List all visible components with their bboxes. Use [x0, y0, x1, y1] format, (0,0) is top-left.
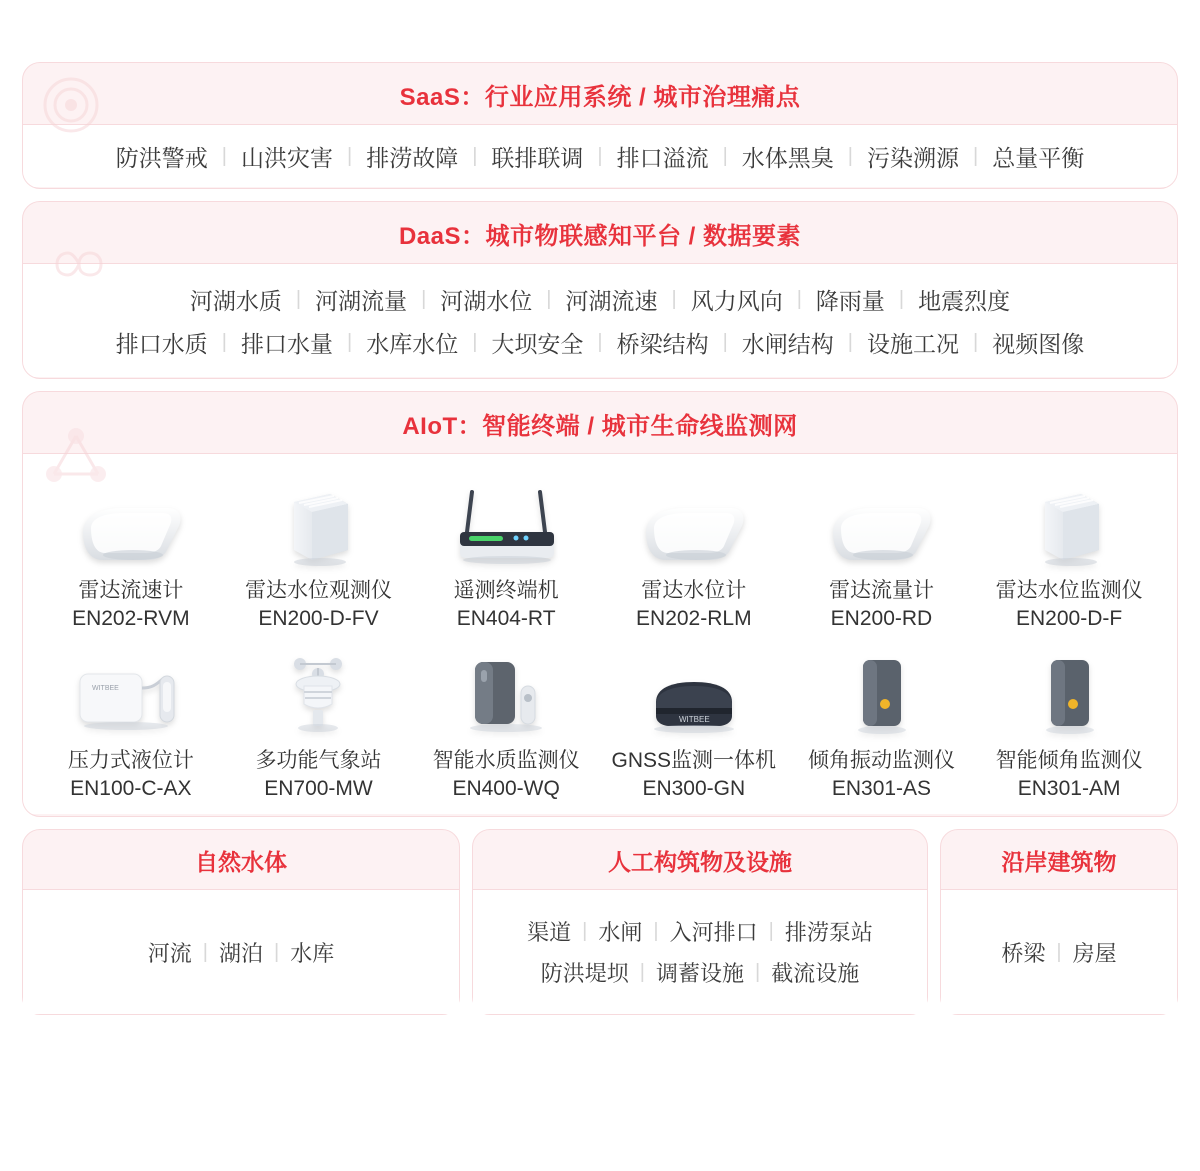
- panel-title-main-aiot: 智能终端 / 城市生命线监测网: [482, 413, 798, 440]
- svg-text:WITBEE: WITBEE: [678, 715, 710, 725]
- device-name: 压力式液位计: [67, 749, 194, 773]
- telemetry-terminal-icon: [436, 482, 576, 568]
- weather-station-icon: [273, 652, 363, 738]
- tag-separator: |: [221, 144, 227, 167]
- radar-level-meter-icon: [634, 482, 754, 568]
- tag-row-daas-1: [23, 283, 1177, 316]
- category-box-natural-water: [22, 829, 460, 1015]
- layer-panel-daas: [22, 201, 1178, 379]
- tag-item: 水库: [290, 940, 335, 966]
- device-card-water-quality-monitor[interactable]: [418, 632, 594, 802]
- tag-separator: |: [546, 287, 552, 310]
- device-model: EN404-RT: [456, 606, 556, 630]
- tag-item: 入河排口: [669, 920, 758, 945]
- device-model: EN301-AS: [831, 776, 932, 800]
- category-box-coastal-buildings: [940, 829, 1178, 1015]
- device-model: EN700-MW: [264, 776, 373, 800]
- tag-separator: |: [346, 144, 353, 167]
- device-name: 雷达流速计: [78, 579, 184, 603]
- panel-title-prefix-saas: SaaS：: [399, 84, 485, 111]
- tag-item: 联排联调: [491, 144, 584, 171]
- tag-item: 排口水量: [240, 330, 333, 357]
- tag-separator: |: [653, 920, 659, 942]
- tag-separator: |: [722, 330, 728, 353]
- tag-item: 排口水质: [115, 330, 208, 357]
- category-box-artificial-structures: [472, 829, 928, 1015]
- device-model: EN200-D-FV: [258, 606, 379, 630]
- tag-item: 调蓄设施: [655, 961, 744, 986]
- category-body-natural: [23, 889, 459, 1014]
- device-row-2: [23, 632, 1177, 802]
- category-body-coastal: [941, 889, 1177, 1014]
- category-title-artificial: 人工构筑物及设施: [608, 849, 792, 875]
- tag-item: 排涝泵站: [784, 920, 873, 945]
- object-category-row: [22, 829, 1178, 1015]
- tag-separator: |: [722, 144, 728, 167]
- tag-item: 湖泊: [218, 940, 263, 966]
- device-name: 智能水质监测仪: [432, 749, 580, 773]
- device-model: EN200-RD: [830, 606, 933, 630]
- category-title-natural: 自然水体: [195, 849, 287, 875]
- panel-title-aiot: [23, 392, 1177, 453]
- tag-separator: |: [597, 144, 603, 167]
- panel-body-daas: [23, 263, 1177, 377]
- tag-item: 降雨量: [815, 287, 885, 314]
- device-model: EN200-D-F: [1016, 606, 1123, 630]
- tag-item: 河湖流速: [565, 287, 658, 314]
- device-name: 雷达水位观测仪: [244, 579, 392, 603]
- device-name: 多功能气象站: [255, 749, 382, 773]
- tag-row-saas: [102, 140, 1098, 173]
- device-card-radar-flow-meter[interactable]: [793, 462, 969, 632]
- device-name: 雷达水位计: [641, 579, 747, 603]
- device-card-gnss-monitor[interactable]: [606, 632, 782, 802]
- device-name: 雷达水位监测仪: [995, 579, 1143, 603]
- device-name: 倾角振动监测仪: [807, 749, 955, 773]
- layer-panel-saas: [22, 62, 1178, 189]
- device-name: 雷达流量计: [828, 579, 934, 603]
- device-model: EN100-C-AX: [70, 776, 192, 800]
- tag-separator: |: [1056, 940, 1062, 963]
- device-name: GNSS监测一体机: [611, 749, 777, 773]
- category-title-coastal: 沿岸建筑物: [1001, 849, 1117, 875]
- tag-separator: |: [202, 940, 208, 963]
- device-card-smart-tilt-monitor[interactable]: [981, 632, 1157, 802]
- tag-item: 总量平衡: [992, 144, 1085, 171]
- tag-separator: |: [295, 287, 302, 310]
- gnss-monitor-icon: [634, 652, 754, 738]
- device-card-radar-level-monitor[interactable]: [981, 462, 1157, 632]
- tag-item: 水库水位: [366, 330, 459, 357]
- tag-item: 河湖水位: [440, 287, 533, 314]
- device-card-radar-level-meter[interactable]: [606, 462, 782, 632]
- device-name: 遥测终端机: [453, 579, 559, 603]
- panel-title-prefix-aiot: AIoT：: [402, 413, 483, 440]
- device-name: 智能倾角监测仪: [995, 749, 1143, 773]
- tag-separator: |: [274, 940, 280, 963]
- device-model: EN300-GN: [642, 776, 746, 800]
- tag-separator: |: [847, 330, 853, 353]
- tag-item: 水体黑臭: [741, 144, 834, 171]
- tag-item: 桥梁结构: [616, 330, 709, 357]
- tag-item: 渠道: [527, 920, 572, 945]
- tag-separator: |: [847, 144, 853, 167]
- tag-item: 大坝安全: [491, 330, 584, 357]
- tag-separator: |: [472, 144, 478, 167]
- tag-row-coastal-1: [990, 937, 1127, 968]
- tag-separator: |: [898, 287, 905, 310]
- tag-separator: |: [973, 144, 979, 167]
- smart-tilt-monitor-icon: [1029, 652, 1109, 738]
- tag-separator: |: [768, 920, 774, 942]
- tag-item: 视频图像: [992, 330, 1085, 357]
- panel-title-daas: [23, 202, 1177, 263]
- device-model: EN400-WQ: [452, 776, 560, 800]
- tag-item: 排口溢流: [616, 144, 709, 171]
- layer-panel-aiot: [22, 391, 1178, 817]
- pressure-level-gauge-icon: [66, 652, 196, 738]
- tag-row-artificial-2: [530, 957, 870, 988]
- tag-separator: |: [582, 920, 588, 942]
- tag-row-natural-1: [137, 937, 345, 968]
- tag-separator: |: [221, 330, 227, 353]
- tilt-vibration-monitor-icon: [841, 652, 921, 738]
- tag-separator: |: [639, 961, 645, 983]
- device-card-radar-level-observer[interactable]: [230, 462, 406, 632]
- tag-separator: |: [597, 330, 603, 353]
- device-card-tilt-vibration-monitor[interactable]: [793, 632, 969, 802]
- device-model: EN202-RVM: [72, 606, 190, 630]
- tag-separator: |: [421, 287, 427, 310]
- tag-item: 山洪灾害: [240, 144, 333, 171]
- tag-separator: |: [796, 287, 802, 310]
- panel-title-main-saas: 行业应用系统 / 城市治理痛点: [484, 84, 801, 111]
- category-body-artificial: [473, 889, 927, 1014]
- device-card-pressure-level-gauge[interactable]: [43, 632, 219, 802]
- tag-row-artificial-1: [516, 916, 884, 947]
- device-model: EN301-AM: [1017, 776, 1121, 800]
- panel-body-aiot: [23, 453, 1177, 814]
- radar-level-monitor-icon: [1019, 482, 1119, 568]
- tag-item: 河湖流量: [315, 287, 408, 314]
- tag-item: 防洪警戒: [115, 144, 208, 171]
- device-card-telemetry-terminal[interactable]: [418, 462, 594, 632]
- tag-item: 水闸结构: [741, 330, 834, 357]
- radar-velocity-sensor-icon: [71, 482, 191, 568]
- device-card-weather-station[interactable]: [230, 632, 406, 802]
- tag-item: 设施工况: [867, 330, 959, 357]
- tag-separator: |: [472, 330, 478, 353]
- tag-item: 排涝故障: [366, 144, 459, 171]
- tag-item: 截流设施: [771, 961, 860, 986]
- tag-item: 河流: [147, 940, 192, 966]
- tag-item: 桥梁: [1001, 940, 1046, 966]
- radar-level-observer-icon: [268, 482, 368, 568]
- tag-item: 风力风向: [690, 287, 783, 314]
- tag-item: 房屋: [1072, 940, 1117, 966]
- panel-title-saas: [23, 63, 1177, 124]
- tag-item: 河湖水质: [189, 287, 282, 314]
- tag-row-daas-2: [23, 326, 1177, 359]
- tag-item: 水闸: [598, 920, 643, 945]
- panel-title-prefix-daas: DaaS：: [398, 223, 486, 250]
- tag-item: 地震烈度: [918, 287, 1011, 314]
- radar-flow-meter-icon: [821, 482, 941, 568]
- water-quality-monitor-icon: [451, 652, 561, 738]
- device-card-radar-velocity-sensor[interactable]: [43, 462, 219, 632]
- device-model: EN202-RLM: [636, 606, 752, 630]
- tag-item: 污染溯源: [867, 144, 959, 171]
- panel-title-main-daas: 城市物联感知平台 / 数据要素: [485, 223, 802, 250]
- tag-separator: |: [755, 961, 761, 983]
- tag-separator: |: [346, 330, 353, 353]
- tag-separator: |: [671, 287, 677, 310]
- svg-text:WITBEE: WITBEE: [91, 685, 119, 693]
- panel-body-saas: [23, 124, 1177, 187]
- diagram-root: [0, 62, 1200, 1171]
- tag-item: 防洪堤坝: [540, 961, 629, 986]
- tag-separator: |: [973, 330, 979, 353]
- device-row-1: [23, 462, 1177, 632]
